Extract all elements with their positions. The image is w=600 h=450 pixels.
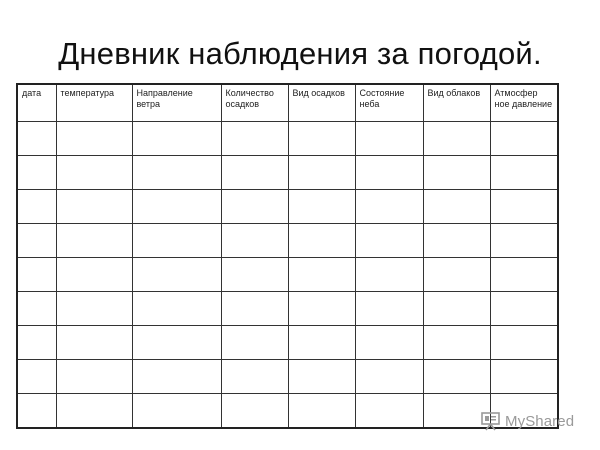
table-cell xyxy=(221,155,288,189)
table-cell xyxy=(355,291,423,325)
table-row xyxy=(17,189,558,223)
column-header-atmospheric-pressure: Атмосфер ное давление xyxy=(490,84,558,121)
table-cell xyxy=(355,189,423,223)
table-cell xyxy=(490,359,558,393)
column-header-temperature: температура xyxy=(56,84,132,121)
watermark-text: MyShared xyxy=(505,412,575,430)
table-cell xyxy=(490,223,558,257)
table-cell xyxy=(17,257,56,291)
table-cell xyxy=(56,291,132,325)
column-header-cloud-type: Вид облаков xyxy=(423,84,490,121)
table-cell xyxy=(56,189,132,223)
table-cell xyxy=(132,325,221,359)
watermark xyxy=(480,410,580,432)
table-cell xyxy=(17,189,56,223)
table-cell xyxy=(423,189,490,223)
table-cell xyxy=(17,223,56,257)
table-cell xyxy=(288,155,355,189)
table-cell xyxy=(355,359,423,393)
table-cell xyxy=(288,121,355,155)
table-cell xyxy=(355,325,423,359)
table-cell xyxy=(221,359,288,393)
table-cell xyxy=(423,359,490,393)
column-header-sky-condition: Состояние неба xyxy=(355,84,423,121)
table-row xyxy=(17,359,558,393)
table-cell xyxy=(355,393,423,428)
column-header-date: дата xyxy=(17,84,56,121)
table-cell xyxy=(355,223,423,257)
table-cell xyxy=(221,393,288,428)
table-cell xyxy=(490,121,558,155)
table-cell xyxy=(221,325,288,359)
table-cell xyxy=(355,257,423,291)
table-cell xyxy=(288,257,355,291)
table-row xyxy=(17,121,558,155)
table-row xyxy=(17,325,558,359)
table-cell xyxy=(132,393,221,428)
table-cell xyxy=(423,121,490,155)
table-cell xyxy=(288,393,355,428)
table-cell xyxy=(17,291,56,325)
table-cell xyxy=(490,257,558,291)
table-cell xyxy=(355,155,423,189)
column-header-precipitation-amount: Количество осадков xyxy=(221,84,288,121)
table-cell xyxy=(56,359,132,393)
column-header-precipitation-type: Вид осадков xyxy=(288,84,355,121)
table-cell xyxy=(288,223,355,257)
table-cell xyxy=(355,121,423,155)
table-cell xyxy=(423,257,490,291)
table-cell xyxy=(17,325,56,359)
table-cell xyxy=(221,291,288,325)
table-cell xyxy=(17,155,56,189)
table-cell xyxy=(288,359,355,393)
table-cell xyxy=(423,325,490,359)
table-cell xyxy=(288,291,355,325)
table-cell xyxy=(132,189,221,223)
table-row xyxy=(17,223,558,257)
table-cell xyxy=(17,359,56,393)
table-row xyxy=(17,155,558,189)
table-cell xyxy=(56,121,132,155)
table-cell xyxy=(221,121,288,155)
table-cell xyxy=(490,155,558,189)
table-header-row xyxy=(17,84,558,121)
table-cell xyxy=(221,223,288,257)
table-cell xyxy=(490,291,558,325)
table-cell xyxy=(56,223,132,257)
table-cell xyxy=(423,291,490,325)
table-cell xyxy=(56,155,132,189)
column-header-wind-direction: Направление ветра xyxy=(132,84,221,121)
table-cell xyxy=(132,291,221,325)
page-title: Дневник наблюдения за погодой. xyxy=(58,36,542,71)
table-cell xyxy=(56,393,132,428)
table-cell xyxy=(288,189,355,223)
table-row xyxy=(17,393,558,428)
table-row xyxy=(17,291,558,325)
table-cell xyxy=(132,257,221,291)
table-cell xyxy=(17,121,56,155)
table-row xyxy=(17,257,558,291)
table-cell xyxy=(132,223,221,257)
table-cell xyxy=(288,325,355,359)
table-cell xyxy=(56,325,132,359)
table-cell xyxy=(221,257,288,291)
table-cell xyxy=(132,155,221,189)
table-cell xyxy=(221,189,288,223)
table-cell xyxy=(490,189,558,223)
table-cell xyxy=(17,393,56,428)
table-cell xyxy=(423,223,490,257)
table-cell xyxy=(132,121,221,155)
presentation-board-icon xyxy=(480,411,502,431)
table-cell xyxy=(56,257,132,291)
weather-diary-table xyxy=(16,83,559,429)
table-cell xyxy=(423,155,490,189)
table-cell xyxy=(490,325,558,359)
table-cell xyxy=(132,359,221,393)
